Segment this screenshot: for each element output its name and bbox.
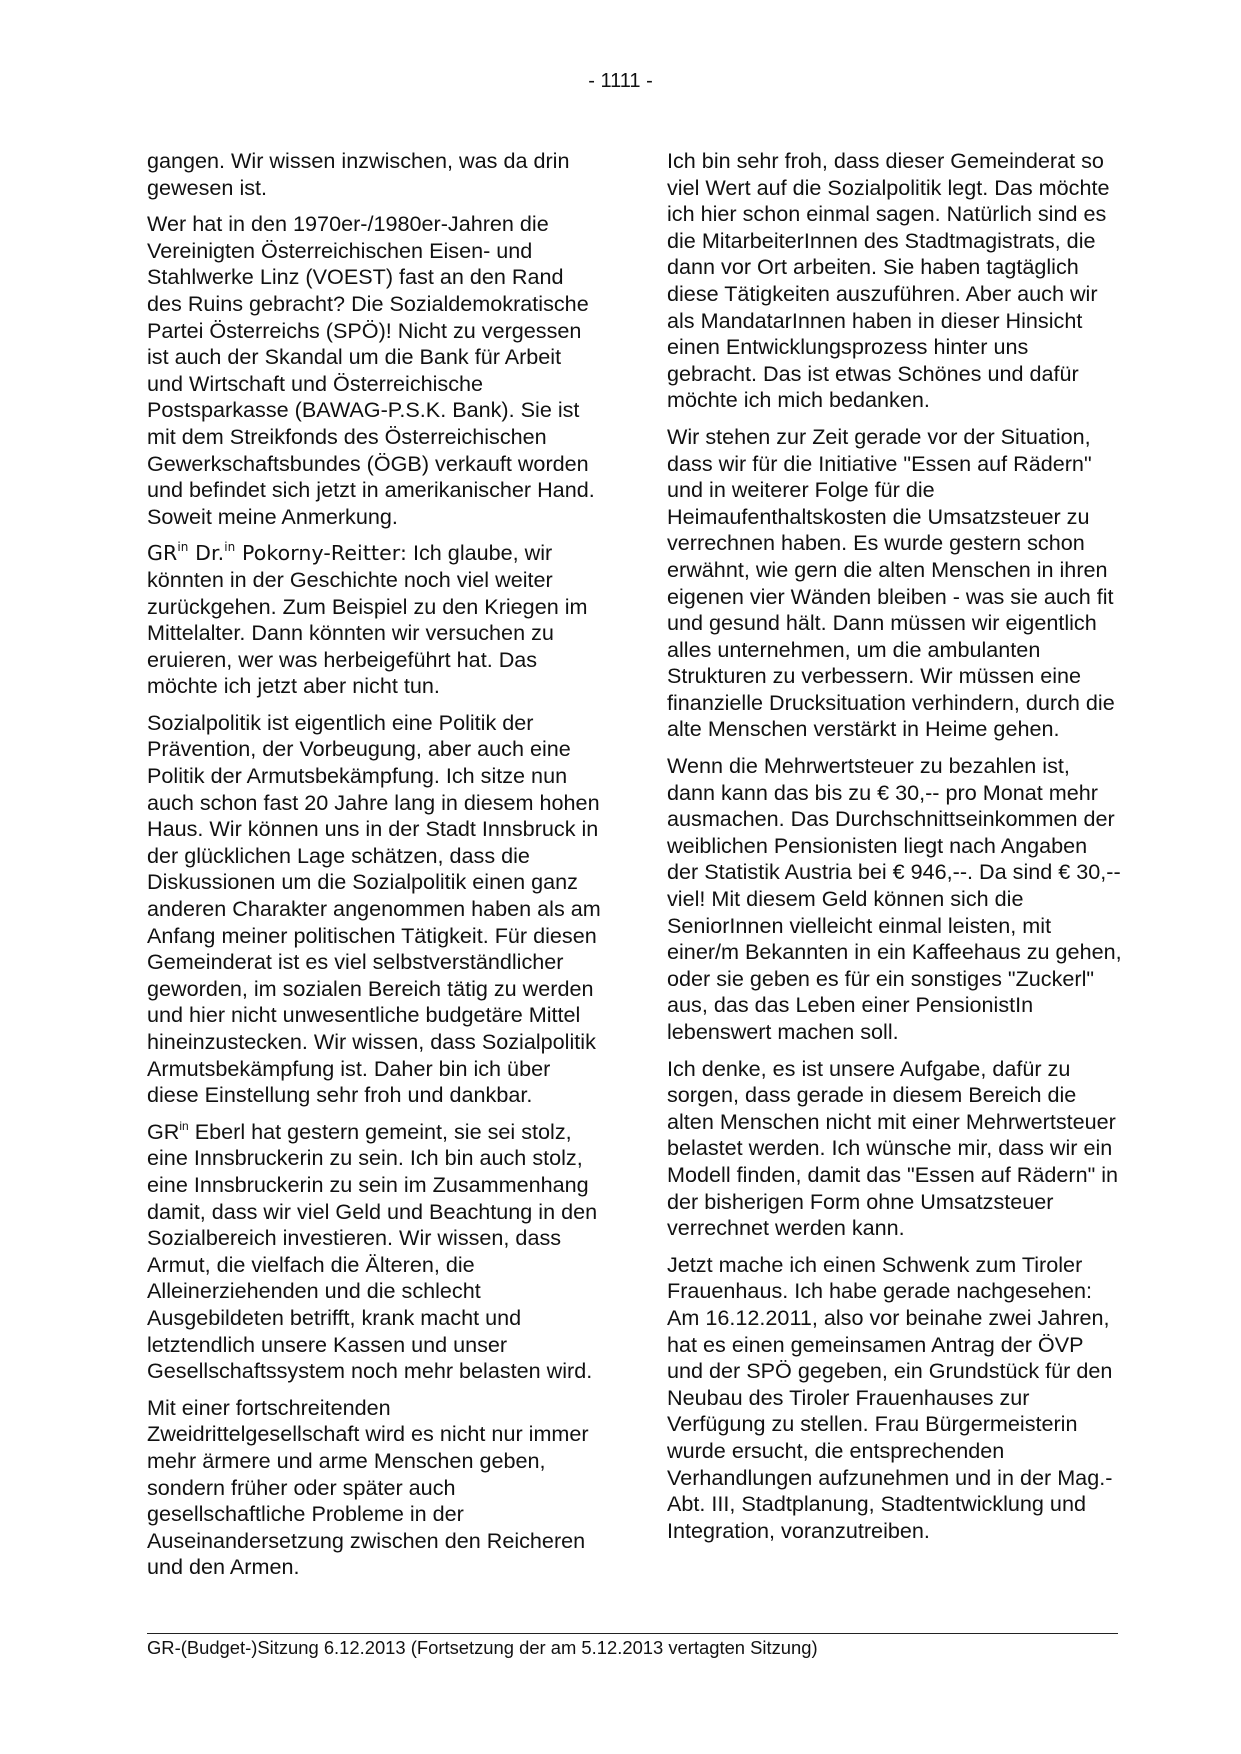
page-number: - 1111 - bbox=[588, 70, 653, 92]
paragraph: Mit einer fortschreitenden Zweidrittelgesellschaft wird es nicht nur immer mehr ärmere und arme Menschen geben, sondern früher oder später auch gesellschaftliche Probleme in der Auseinandersetzung zwischen den Reicheren und den Armen. bbox=[147, 1394, 589, 1580]
paragraph-text: Ich glaube, wir könnten in der Geschichte noch viel weiter zurückgehen. Zum Beispiel zu den Kriegen im Mittelalter. Dann könnten wir versuchen zu eruieren, wer was herbeigeführt hat. Das möchte ich jetzt aber nicht tun. bbox=[147, 540, 588, 699]
paragraph: Ich bin sehr froh, dass dieser Gemeinderat so viel Wert auf die Sozialpolitik legt. Das möchte ich hier schon einmal sagen. Natürlich sind es die MitarbeiterInnen des Stadtmagistrats, die dann vor Ort arbeiten. Sie haben tagtäglich diese Tätigkeiten auszuführen. Aber auch wir als MandatarInnen haben in dieser Hinsicht einen Entwicklungsprozess hinter uns gebracht. Das ist etwas Schönes und dafür möchte ich mich bedanken. bbox=[667, 148, 1110, 413]
paragraph: Wir stehen zur Zeit gerade vor der Situation, dass wir für die Initiative "Essen auf Rädern" und in weiterer Folge für die Heimaufenthaltskosten die Umsatzsteuer zu verrechnen haben. Es wurde gestern schon erwähnt, wie gern die alten Menschen in ihren eigenen vier Wänden bleiben - was sie auch fit und gesund hält. Dann müssen wir eigentlich alles unternehmen, um die ambulanten Strukturen zu verbessern. Wir müssen eine finanzielle Drucksituation verhindern, durch die alte Menschen verstärkt in Heime gehen. bbox=[667, 423, 1115, 742]
paragraph: $GR^{in}$ Eberl hat gestern gemeint, sie sei stolz, eine Innsbruckerin zu sein. Ich bin auch stolz, eine Innsbruckerin zu sein im Zusammenhang damit, dass wir viel Geld und Beachtung in den Sozialbereich investieren. Wir wissen, dass Armut, die vielfach die Älteren, die Alleinerziehenden und die schlecht Ausgebildeten betrifft, krank macht und letztendlich unsere Kassen und unser Gesellschaftssystem noch mehr belasten wird. bbox=[147, 1118, 598, 1384]
right-column bbox=[667, 148, 1122, 1554]
footer: GR-(Budget-)Sitzung 6.12.2013 (Fortsetzung der am 5.12.2013 vertagten Sitzung) bbox=[147, 1637, 818, 1658]
paragraph: Jetzt mache ich einen Schwenk zum Tiroler Frauenhaus. Ich habe gerade nachgesehen: Am 16.12.2011, also vor beinahe zwei Jahren, hat es einen gemeinsamen Antrag der ÖVP und der SPÖ gegeben, ein Grundstück für den Neubau des Tiroler Frauenhauses zur Verfügung zu stellen. Frau Bürgermeisterin wurde ersucht, die entsprechenden Verhandlungen aufzunehmen und in der Mag.-Abt. III, Stadtplanung, Stadtentwicklung und Integration, voranzutreiben. bbox=[667, 1251, 1113, 1543]
paragraph: Ich denke, es ist unsere Aufgabe, dafür zu sorgen, dass gerade in diesem Bereich die alten Menschen nicht mit einer Mehrwertsteuer belastet werden. Ich wünsche mir, dass wir ein Modell finden, damit das "Essen auf Rädern" in der bisherigen Form ohne Umsatzsteuer verrechnet werden kann. bbox=[667, 1055, 1119, 1241]
speaker-paragraph bbox=[147, 540, 602, 700]
paragraph: gangen. Wir wissen inzwischen, was da drin gewesen ist. bbox=[147, 148, 570, 200]
footer-divider bbox=[147, 1633, 1118, 1634]
paragraph: Wenn die Mehrwertsteuer zu bezahlen ist, dann kann das bis zu € 30,-- pro Monat mehr ausmachen. Das Durchschnittseinkommen der weiblichen Pensionisten liegt nach Angaben der Statistik Austria bei € 946,--. Da sind € 30,-- viel! Mit diesem Geld können sich die SeniorInnen vielleicht einmal leisten, mit einer/m Bekannten in ein Kaffeehaus zu gehen, oder sie geben es für ein sonstiges "Zuckerl" aus, das das Leben einer PensionistIn lebenswert machen soll. bbox=[667, 753, 1122, 1044]
paragraph: Sozialpolitik ist eigentlich eine Politik der Prävention, der Vorbeugung, aber auch eine Politik der Armutsbekämpfung. Ich sitze nun auch schon fast 20 Jahre lang in diesem hohen Haus. Wir können uns in der Stadt Innsbruck in der glücklichen Lage schätzen, dass die Diskussionen um die Sozialpolitik einen ganz anderen Charakter angenommen haben als am Anfang meiner politischen Tätigkeit. Für diesen Gemeinderat ist es viel selbstverständlicher geworden, im sozialen Bereich tätig zu werden und hier nicht unwesentliche budgetäre Mittel hineinzustecken. Wir wissen, dass Sozialpolitik Armutsbekämpfung ist. Daher bin ich über diese Einstellung sehr froh und dankbar. bbox=[147, 709, 601, 1108]
paragraph: Wer hat in den 1970er-/1980er-Jahren die Vereinigten Österreichischen Eisen- und Stahlwerke Linz (VOEST) fast an den Rand des Ruins gebracht? Die Sozialdemokratische Partei Österreichs (SPÖ)! Nicht zu vergessen ist auch der Skandal um die Bank für Arbeit und Wirtschaft und Österreichische Postsparkasse (BAWAG-P.S.K. Bank). Sie ist mit dem Streikfonds des Österreichischen Gewerkschaftsbundes (ÖGB) verkauft worden und befindet sich jetzt in amerikanischer Hand. Soweit meine Anmerkung. bbox=[147, 211, 595, 529]
left-column bbox=[147, 148, 602, 1591]
speaker-name: $GR^{in}$ Dr.$^{in}$ Pokorny-Reitter: bbox=[147, 540, 407, 566]
